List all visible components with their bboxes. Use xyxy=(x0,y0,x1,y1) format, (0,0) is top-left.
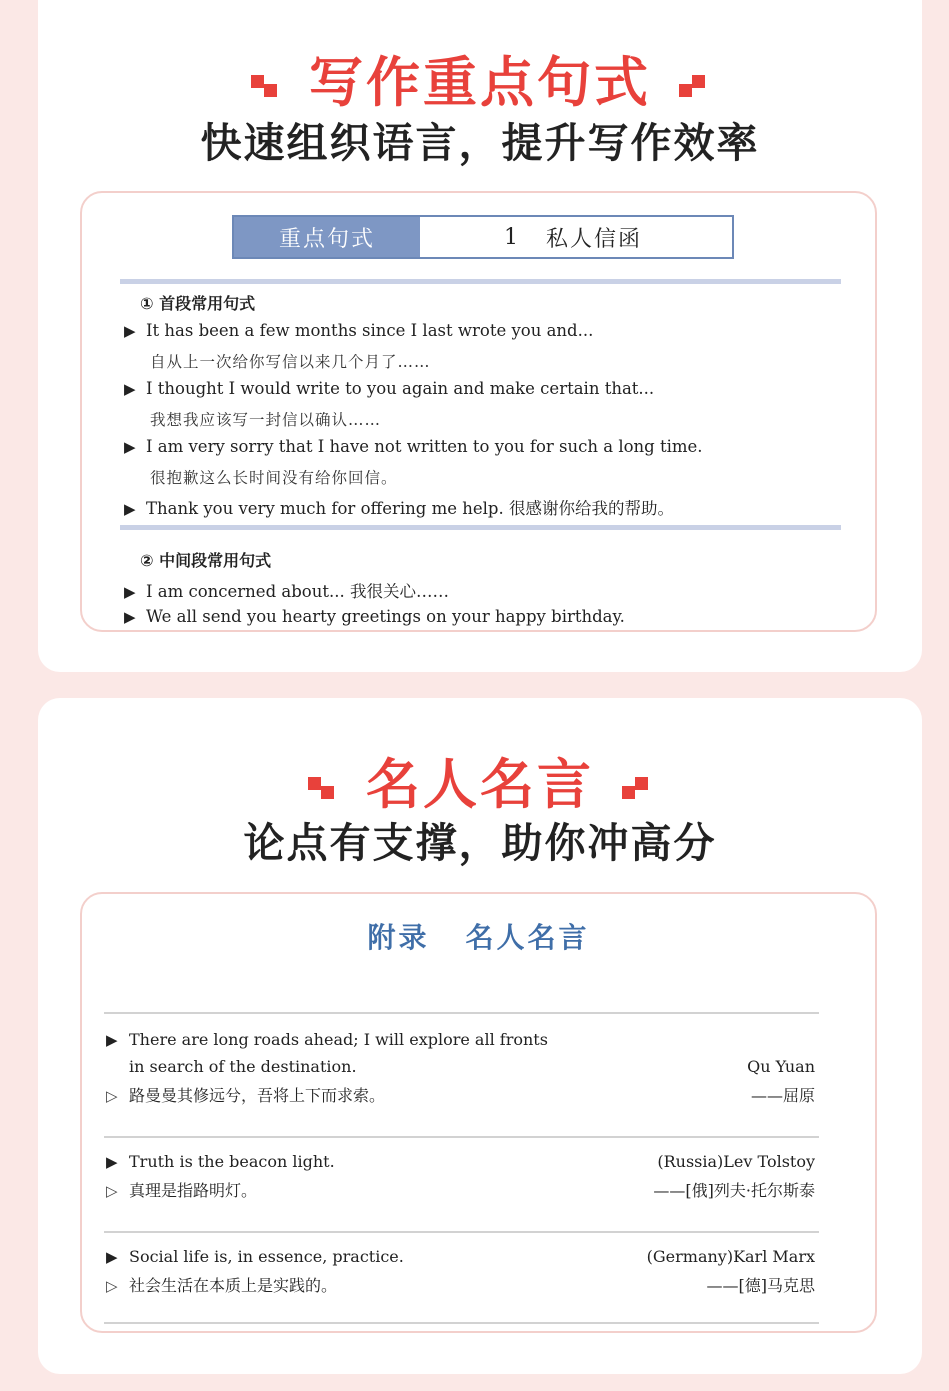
divider xyxy=(104,1322,819,1324)
list-item-translation: 自从上一次给你写信以来几个月了…… xyxy=(150,353,431,371)
section-subtitle-2: 论点有支撑，助你冲高分 xyxy=(243,819,717,867)
red-square-deco-icon xyxy=(620,773,654,803)
quote-cn: ▷ 社会生活在本质上是实践的。 xyxy=(106,1276,338,1295)
card-quotes xyxy=(80,892,877,1333)
divider xyxy=(120,525,841,530)
black-triangle-icon: ▶ xyxy=(124,500,136,518)
divider xyxy=(104,1136,819,1138)
tab-name: 私人信函 xyxy=(546,226,643,252)
section-subtitle-1: 快速组织语言，提升写作效率 xyxy=(200,119,760,167)
black-triangle-icon: ▶ xyxy=(124,608,136,626)
red-square-deco-icon xyxy=(306,773,340,803)
black-triangle-icon: ▶ xyxy=(124,380,136,398)
quote-en: ▶ Social life is, in essence, practice. xyxy=(106,1247,404,1266)
divider xyxy=(104,1012,819,1014)
tab-number: 1 xyxy=(504,224,518,250)
quote-author-cn: ——屈原 xyxy=(750,1086,815,1105)
section-title-1: 写作重点句式 xyxy=(38,40,922,117)
quote-en: ▶ There are long roads ahead; I will explore all fronts xyxy=(106,1030,548,1049)
black-triangle-icon: ▶ xyxy=(106,1031,118,1049)
black-triangle-icon: ▶ xyxy=(124,583,136,601)
quote-author-cn: ——[德]马克思 xyxy=(706,1276,815,1295)
tab-header xyxy=(232,215,734,259)
black-triangle-icon: ▶ xyxy=(124,438,136,456)
card-key-sentences xyxy=(80,191,877,632)
quote-cn: ▷ 真理是指路明灯。 xyxy=(106,1181,258,1200)
black-triangle-icon: ▶ xyxy=(124,322,136,340)
quote-author-en: (Germany)Karl Marx xyxy=(646,1247,815,1266)
red-square-deco-icon xyxy=(249,71,283,101)
quote-author-en: (Russia)Lev Tolstoy xyxy=(657,1152,815,1171)
divider xyxy=(104,1231,819,1233)
list-item: ▶ I thought I would write to you again and make certain that... xyxy=(124,379,655,398)
divider xyxy=(120,279,841,284)
quote-cn: ▷ 路曼曼其修远兮，吾将上下而求索。 xyxy=(106,1086,386,1105)
list-item-translation: 我想我应该写一封信以确认…… xyxy=(150,411,382,429)
quote-author-cn: ——[俄]列夫·托尔斯泰 xyxy=(653,1181,815,1200)
appendix-title: 附录 名人名言 xyxy=(367,921,590,954)
list-item: ▶ Thank you very much for offering me help. 很感谢你给我的帮助。 xyxy=(124,499,674,518)
red-square-deco-icon xyxy=(677,71,711,101)
list-item: ▶ I am concerned about... 我很关心…… xyxy=(124,582,449,601)
black-triangle-icon: ▶ xyxy=(106,1153,118,1171)
hollow-triangle-icon: ▷ xyxy=(106,1277,118,1295)
hollow-triangle-icon: ▷ xyxy=(106,1182,118,1200)
opening-heading: ① 首段常用句式 xyxy=(140,294,256,313)
list-item: ▶ I am very sorry that I have not written to you for such a long time. xyxy=(124,437,703,456)
list-item: ▶ We all send you hearty greetings on your happy birthday. xyxy=(124,607,625,626)
list-item-translation: 很抱歉这么长时间没有给你回信。 xyxy=(150,469,398,487)
section-title-2: 名人名言 xyxy=(38,742,922,819)
quote-en-cont: in search of the destination. xyxy=(129,1057,357,1076)
list-item: ▶ It has been a few months since I last wrote you and... xyxy=(124,321,594,340)
middle-heading: ② 中间段常用句式 xyxy=(140,551,272,570)
tab-key-sentences: 重点句式 xyxy=(234,217,420,257)
hollow-triangle-icon: ▷ xyxy=(106,1087,118,1105)
quote-author-en: Qu Yuan xyxy=(747,1057,815,1076)
quote-en: ▶ Truth is the beacon light. xyxy=(106,1152,335,1171)
black-triangle-icon: ▶ xyxy=(106,1248,118,1266)
